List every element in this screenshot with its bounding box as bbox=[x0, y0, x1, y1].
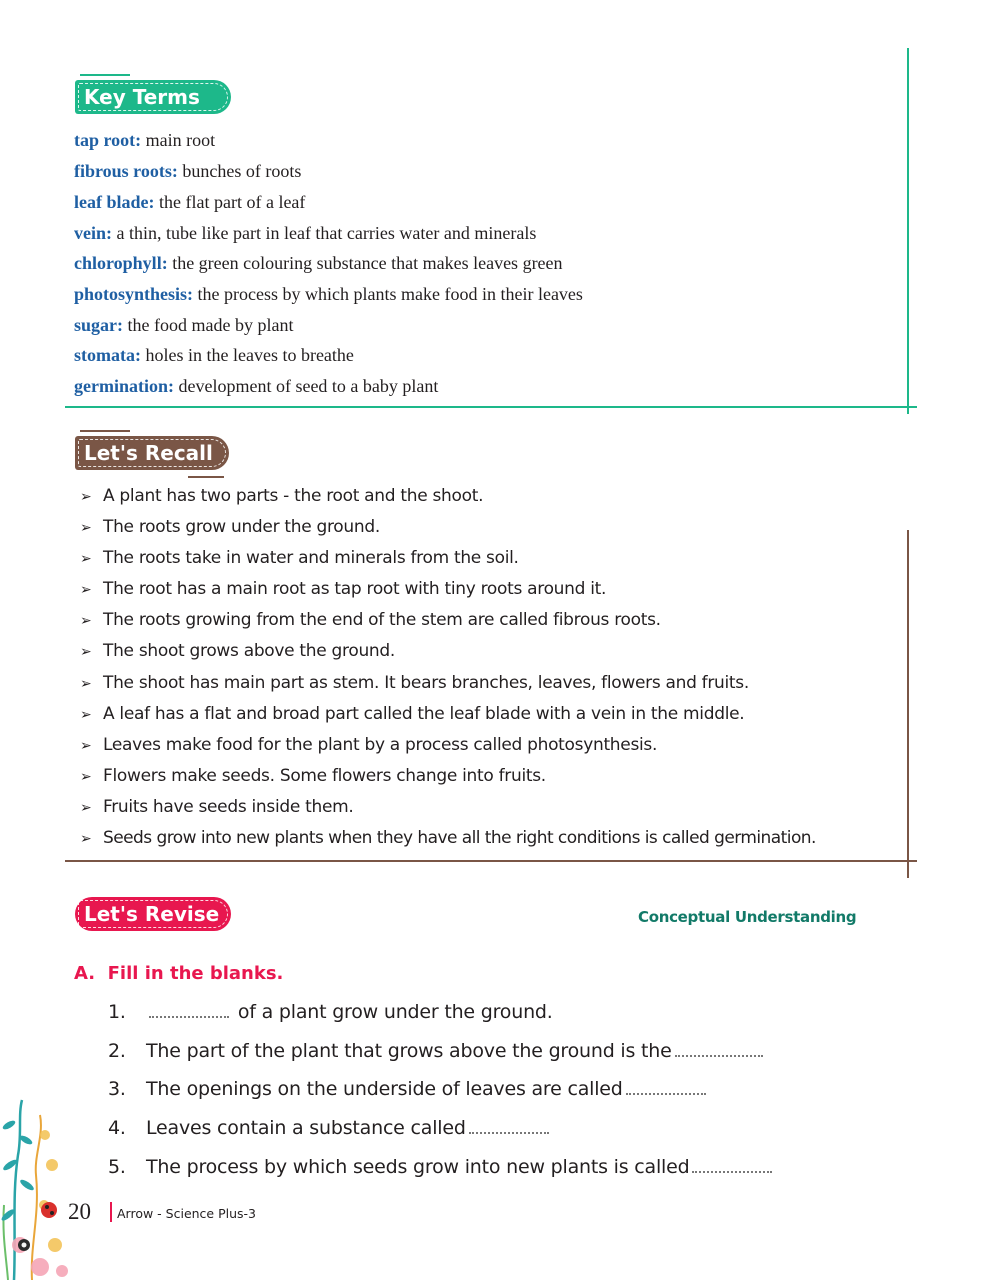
key-term-name: stomata: bbox=[74, 345, 141, 365]
key-term-name: vein: bbox=[74, 223, 112, 243]
recall-item bbox=[80, 734, 657, 757]
recall-item bbox=[80, 578, 606, 601]
recall-item-text: A leaf has a flat and broad part called the leaf blade with a vein in the middle. bbox=[103, 704, 745, 724]
key-term-definition: a thin, tube like part in leaf that carries water and minerals bbox=[112, 223, 537, 243]
key-term-row bbox=[74, 375, 438, 397]
answer-blank[interactable] bbox=[692, 1170, 772, 1173]
arrow-bullet-icon: ➢ bbox=[80, 644, 92, 660]
question-number: 1. bbox=[108, 1001, 126, 1023]
book-title: Arrow - Science Plus-3 bbox=[117, 1206, 257, 1221]
recall-item bbox=[80, 516, 380, 539]
key-terms-tag-line bbox=[80, 74, 130, 76]
key-term-row bbox=[74, 252, 563, 274]
question-number: 4. bbox=[108, 1117, 126, 1139]
arrow-bullet-icon: ➢ bbox=[80, 738, 92, 754]
question-item bbox=[108, 1155, 775, 1179]
footer-divider bbox=[110, 1202, 112, 1222]
recall-item-text: Seeds grow into new plants when they have all the right conditions is called germination. bbox=[103, 828, 816, 848]
key-term-row bbox=[74, 191, 305, 213]
arrow-bullet-icon: ➢ bbox=[80, 582, 92, 598]
question-item bbox=[108, 1039, 766, 1063]
fill-in-blanks-title: A. Fill in the blanks. bbox=[74, 963, 284, 984]
conceptual-understanding-label: Conceptual Understanding bbox=[638, 908, 857, 926]
question-text: Leaves contain a substance called bbox=[146, 1117, 466, 1139]
recall-item bbox=[80, 765, 546, 788]
arrow-bullet-icon: ➢ bbox=[80, 551, 92, 567]
answer-blank[interactable] bbox=[675, 1054, 763, 1057]
answer-blank[interactable] bbox=[149, 1015, 229, 1018]
answer-blank[interactable] bbox=[469, 1131, 549, 1134]
arrow-bullet-icon: ➢ bbox=[80, 520, 92, 536]
question-number: 5. bbox=[108, 1156, 126, 1178]
key-term-definition: holes in the leaves to breathe bbox=[140, 345, 354, 365]
question-text: The openings on the underside of leaves are called bbox=[146, 1078, 623, 1100]
key-term-definition: the green colouring substance that makes leaves green bbox=[167, 253, 563, 273]
arrow-bullet-icon: ➢ bbox=[80, 676, 92, 692]
key-term-name: leaf blade: bbox=[74, 192, 155, 212]
recall-item bbox=[80, 609, 661, 632]
question-item bbox=[108, 1116, 552, 1140]
recall-item-text: The roots grow under the ground. bbox=[103, 517, 380, 537]
key-terms-heading: Key Terms bbox=[75, 80, 231, 114]
key-term-row bbox=[74, 314, 293, 336]
arrow-bullet-icon: ➢ bbox=[80, 831, 92, 847]
key-term-name: tap root: bbox=[74, 130, 142, 150]
arrow-bullet-icon: ➢ bbox=[80, 613, 92, 629]
recall-item bbox=[80, 640, 395, 663]
arrow-bullet-icon: ➢ bbox=[80, 800, 92, 816]
arrow-bullet-icon: ➢ bbox=[80, 489, 92, 505]
answer-blank[interactable] bbox=[626, 1092, 706, 1095]
recall-heading: Let's Recall bbox=[75, 436, 229, 470]
recall-bottom-rule bbox=[65, 860, 917, 862]
key-term-name: photosynthesis: bbox=[74, 284, 194, 304]
key-term-name: sugar: bbox=[74, 315, 123, 335]
key-term-row bbox=[74, 222, 536, 244]
recall-item-text: The shoot grows above the ground. bbox=[103, 641, 395, 661]
recall-tag-line bbox=[80, 430, 130, 432]
key-term-definition: bunches of roots bbox=[177, 161, 302, 181]
question-text: The part of the plant that grows above the ground is the bbox=[146, 1040, 672, 1062]
recall-item bbox=[80, 547, 519, 570]
key-term-definition: the process by which plants make food in their leaves bbox=[193, 284, 583, 304]
recall-item bbox=[80, 703, 744, 726]
recall-item bbox=[80, 672, 749, 695]
recall-item-text: Flowers make seeds. Some flowers change into fruits. bbox=[103, 766, 546, 786]
key-term-definition: main root bbox=[141, 130, 216, 150]
recall-item-text: The roots take in water and minerals from the soil. bbox=[103, 548, 519, 568]
recall-item bbox=[80, 827, 816, 850]
recall-item bbox=[80, 796, 354, 819]
question-item bbox=[108, 1000, 553, 1024]
key-terms-bottom-rule bbox=[65, 406, 917, 408]
arrow-bullet-icon: ➢ bbox=[80, 769, 92, 785]
page-number: 20 bbox=[68, 1199, 91, 1224]
key-term-definition: development of seed to a baby plant bbox=[173, 376, 439, 396]
recall-item-text: The roots growing from the end of the stem are called fibrous roots. bbox=[103, 610, 661, 630]
key-term-name: fibrous roots: bbox=[74, 161, 178, 181]
recall-item-text: The shoot has main part as stem. It bears branches, leaves, flowers and fruits. bbox=[103, 673, 749, 693]
recall-item-text: A plant has two parts - the root and the shoot. bbox=[103, 486, 484, 506]
key-terms-right-rule bbox=[907, 48, 909, 414]
key-term-row bbox=[74, 129, 215, 151]
recall-item-text: Fruits have seeds inside them. bbox=[103, 797, 354, 817]
key-term-definition: the flat part of a leaf bbox=[154, 192, 306, 212]
key-term-row bbox=[74, 160, 301, 182]
recall-item bbox=[80, 485, 483, 508]
key-term-row bbox=[74, 283, 583, 305]
key-term-name: germination: bbox=[74, 376, 174, 396]
recall-right-rule bbox=[907, 530, 909, 878]
key-term-definition: the food made by plant bbox=[123, 315, 294, 335]
question-text: of a plant grow under the ground. bbox=[232, 1001, 553, 1023]
recall-tag-line-bottom bbox=[188, 476, 224, 478]
key-term-name: chlorophyll: bbox=[74, 253, 168, 273]
revise-heading: Let's Revise bbox=[75, 897, 231, 931]
floral-decoration bbox=[0, 1095, 74, 1280]
question-number: 2. bbox=[108, 1040, 126, 1062]
question-number: 3. bbox=[108, 1078, 126, 1100]
recall-item-text: Leaves make food for the plant by a process called photosynthesis. bbox=[103, 735, 658, 755]
arrow-bullet-icon: ➢ bbox=[80, 707, 92, 723]
question-text: The process by which seeds grow into new plants is called bbox=[146, 1156, 690, 1178]
recall-item-text: The root has a main root as tap root with tiny roots around it. bbox=[103, 579, 607, 599]
key-term-row bbox=[74, 344, 354, 366]
question-item bbox=[108, 1077, 709, 1101]
